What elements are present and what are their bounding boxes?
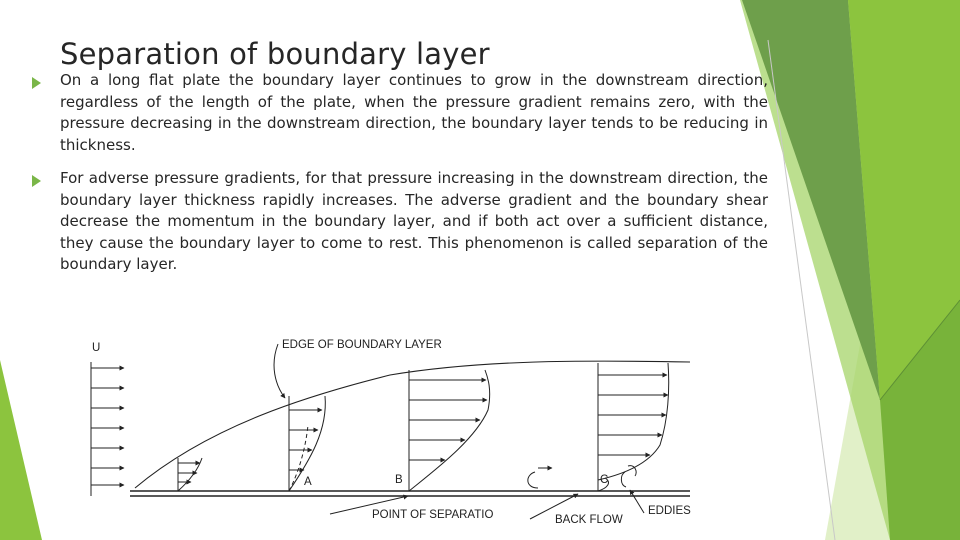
- velocity-profile: [178, 458, 202, 491]
- boundary-layer-diagram: [60, 330, 710, 535]
- label-free-stream: U: [92, 342, 101, 354]
- velocity-profile-b: [409, 370, 490, 491]
- triangle-bullet-icon: [32, 175, 41, 187]
- slide-title: Separation of boundary layer: [60, 37, 490, 72]
- eddies: [528, 466, 636, 488]
- label-back-flow: BACK FLOW: [555, 514, 623, 526]
- bullet-text: On a long flat plate the boundary layer continues to grow in the downstream direction, regardless of the length of the plate, when the pressure gradient remains zero, with the pressure decreasing in the downstream direction, the boundary layer tends to be reducing in thickness.: [60, 71, 768, 154]
- bullet-item: [20, 70, 768, 156]
- label-point-of-separation: POINT OF SEPARATIO: [372, 509, 494, 521]
- label-point-a: A: [304, 476, 312, 488]
- label-eddies: EDDIES: [648, 505, 691, 517]
- velocity-profile-c: [598, 363, 669, 491]
- leader-lines: [274, 344, 644, 519]
- bullet-item: [20, 168, 768, 276]
- free-stream-profile: [91, 362, 124, 496]
- label-edge-of-boundary-layer: EDGE OF BOUNDARY LAYER: [282, 339, 442, 351]
- flat-plate: [130, 491, 690, 496]
- bullet-list: [20, 70, 768, 288]
- label-point-c: C: [600, 474, 609, 486]
- triangle-bullet-icon: [32, 77, 41, 89]
- label-point-b: B: [395, 474, 403, 486]
- bullet-text: For adverse pressure gradients, for that pressure increasing in the downstream direction, the boundary layer thickness rapidly increases. The adverse gradient and the boundary shear decrease the momentum in the boundary layer, and if both act over a sufficient distance, they cause the boundary layer to come to rest. This phenomenon is called separation of the boundary layer.: [60, 169, 768, 273]
